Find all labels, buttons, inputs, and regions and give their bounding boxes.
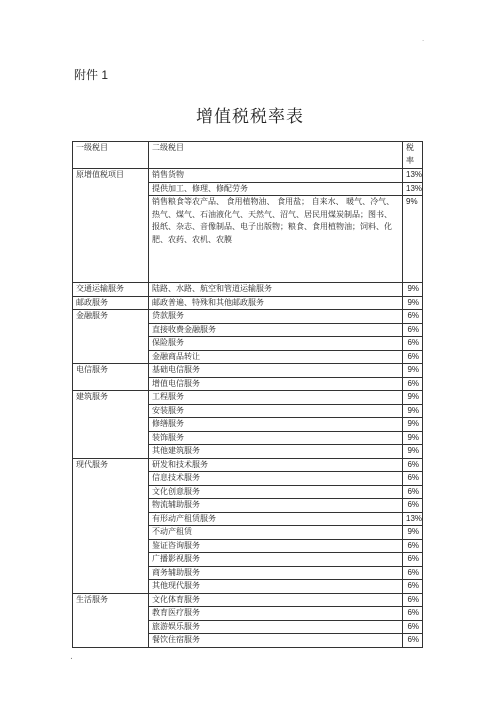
bottom-mark: .	[70, 652, 73, 662]
corner-mark: .	[422, 36, 424, 43]
item-cell: 安装服务	[149, 404, 403, 418]
item-cell: 提供加工、修理、修配劳务	[149, 182, 403, 196]
rate-cell: 6%	[403, 607, 423, 621]
table-row	[73, 310, 423, 324]
table-row	[73, 431, 423, 445]
rate-cell: 9%	[403, 391, 423, 405]
table-row	[73, 296, 423, 310]
item-cell: 贷款服务	[149, 310, 403, 324]
rate-cell: 9%	[403, 418, 423, 432]
item-cell: 信息技术服务	[149, 472, 403, 486]
category-cell-continued	[73, 512, 149, 526]
item-cell: 直接收费金融服务	[149, 323, 403, 337]
rate-cell: 9%	[403, 196, 423, 283]
item-cell: 商务辅助服务	[149, 566, 403, 580]
category-cell-continued	[73, 607, 149, 621]
item-cell: 销售货物	[149, 169, 403, 183]
rate-cell: 6%	[403, 620, 423, 634]
rate-cell: 6%	[403, 350, 423, 364]
rate-cell: 6%	[403, 458, 423, 472]
table-row	[73, 526, 423, 540]
table-row	[73, 553, 423, 567]
table-row	[73, 283, 423, 297]
category-cell-continued	[73, 323, 149, 337]
table-row	[73, 377, 423, 391]
category-cell-continued	[73, 182, 149, 196]
item-cell: 装饰服务	[149, 431, 403, 445]
rate-cell: 6%	[403, 499, 423, 513]
item-cell: 广播影视服务	[149, 553, 403, 567]
header-category: 一级税目	[73, 142, 149, 169]
rate-cell: 13%	[403, 182, 423, 196]
category-cell-continued	[73, 553, 149, 567]
category-cell-continued	[73, 566, 149, 580]
category-cell-continued	[73, 418, 149, 432]
rate-cell: 9%	[403, 364, 423, 378]
category-cell: 现代服务	[73, 458, 149, 472]
table-row	[73, 485, 423, 499]
category-cell-continued	[73, 196, 149, 283]
table-row	[73, 634, 423, 648]
table-row	[73, 196, 423, 283]
table-row	[73, 539, 423, 553]
item-cell: 教育医疗服务	[149, 607, 403, 621]
rate-cell: 6%	[403, 310, 423, 324]
category-cell: 建筑服务	[73, 391, 149, 405]
rate-cell: 6%	[403, 593, 423, 607]
table-row	[73, 566, 423, 580]
page-title: 增值税税率表	[196, 107, 304, 127]
rate-cell: 6%	[403, 485, 423, 499]
table-row	[73, 458, 423, 472]
table-row	[73, 499, 423, 513]
rate-cell: 6%	[403, 323, 423, 337]
item-cell: 陆路、水路、航空和管道运输服务	[149, 283, 403, 297]
table-row	[73, 404, 423, 418]
table-row	[73, 364, 423, 378]
table-row	[73, 169, 423, 183]
category-cell-continued	[73, 431, 149, 445]
item-cell: 金融商品转让	[149, 350, 403, 364]
rate-cell: 6%	[403, 566, 423, 580]
table-row	[73, 512, 423, 526]
table-row	[73, 323, 423, 337]
category-cell-continued	[73, 499, 149, 513]
vat-rate-table	[72, 141, 423, 648]
table-row	[73, 337, 423, 351]
item-cell: 增值电信服务	[149, 377, 403, 391]
item-cell: 餐饮住宿服务	[149, 634, 403, 648]
rate-cell: 6%	[403, 472, 423, 486]
header-item: 二级税目	[149, 142, 403, 169]
item-cell: 鉴证咨询服务	[149, 539, 403, 553]
category-cell-continued	[73, 539, 149, 553]
rate-cell: 13%	[403, 169, 423, 183]
table-row	[73, 607, 423, 621]
category-cell-continued	[73, 350, 149, 364]
item-cell: 不动产租赁	[149, 526, 403, 540]
rate-cell: 6%	[403, 580, 423, 594]
rate-cell: 6%	[403, 337, 423, 351]
category-cell: 邮政服务	[73, 296, 149, 310]
category-cell-continued	[73, 404, 149, 418]
attachment-label: 附件 1	[74, 68, 109, 82]
item-cell: 修缮服务	[149, 418, 403, 432]
category-cell: 金融服务	[73, 310, 149, 324]
category-cell-continued	[73, 580, 149, 594]
item-cell: 基础电信服务	[149, 364, 403, 378]
rate-cell: 6%	[403, 553, 423, 567]
item-cell: 文化创意服务	[149, 485, 403, 499]
rate-cell: 9%	[403, 445, 423, 459]
table-row	[73, 418, 423, 432]
item-cell: 其他建筑服务	[149, 445, 403, 459]
rate-table-body	[73, 142, 423, 648]
item-cell: 其他现代服务	[149, 580, 403, 594]
rate-cell: 6%	[403, 539, 423, 553]
rate-cell: 9%	[403, 283, 423, 297]
item-cell: 有形动产租赁服务	[149, 512, 403, 526]
table-row	[73, 350, 423, 364]
category-cell-continued	[73, 526, 149, 540]
table-row	[73, 593, 423, 607]
table-row	[73, 620, 423, 634]
rate-cell: 13%	[403, 512, 423, 526]
category-cell-continued	[73, 377, 149, 391]
category-cell: 电信服务	[73, 364, 149, 378]
rate-cell: 9%	[403, 431, 423, 445]
item-cell: 工程服务	[149, 391, 403, 405]
category-cell-continued	[73, 485, 149, 499]
category-cell: 原增值税项目	[73, 169, 149, 183]
table-row	[73, 391, 423, 405]
header-row	[73, 142, 423, 169]
table-row	[73, 472, 423, 486]
item-cell: 文化体育服务	[149, 593, 403, 607]
category-cell-continued	[73, 620, 149, 634]
item-cell: 研发和技术服务	[149, 458, 403, 472]
category-cell-continued	[73, 445, 149, 459]
rate-cell: 6%	[403, 634, 423, 648]
table-row	[73, 445, 423, 459]
table-row	[73, 182, 423, 196]
rate-cell: 9%	[403, 404, 423, 418]
table-row	[73, 580, 423, 594]
category-cell: 生活服务	[73, 593, 149, 607]
rate-cell: 6%	[403, 377, 423, 391]
item-cell: 物流辅助服务	[149, 499, 403, 513]
item-cell: 保险服务	[149, 337, 403, 351]
category-cell: 交通运输服务	[73, 283, 149, 297]
item-cell: 旅游娱乐服务	[149, 620, 403, 634]
header-rate: 税率	[403, 142, 423, 169]
category-cell-continued	[73, 472, 149, 486]
rate-cell: 9%	[403, 296, 423, 310]
category-cell-continued	[73, 337, 149, 351]
category-cell-continued	[73, 634, 149, 648]
rate-cell: 9%	[403, 526, 423, 540]
item-cell: 邮政普遍、特殊和其他邮政服务	[149, 296, 403, 310]
item-cell: 销售粮食等农产品、 食用植物油、 食用盐； 自来水、 暖气、冷气、热气、煤气、石油液化气、天然气、沼气、居民用煤炭制品；图书、报纸、杂志、音像制品、电子出版物；粮食、食用植物油；饲料、化肥、农药、农机、农膜	[149, 196, 403, 283]
